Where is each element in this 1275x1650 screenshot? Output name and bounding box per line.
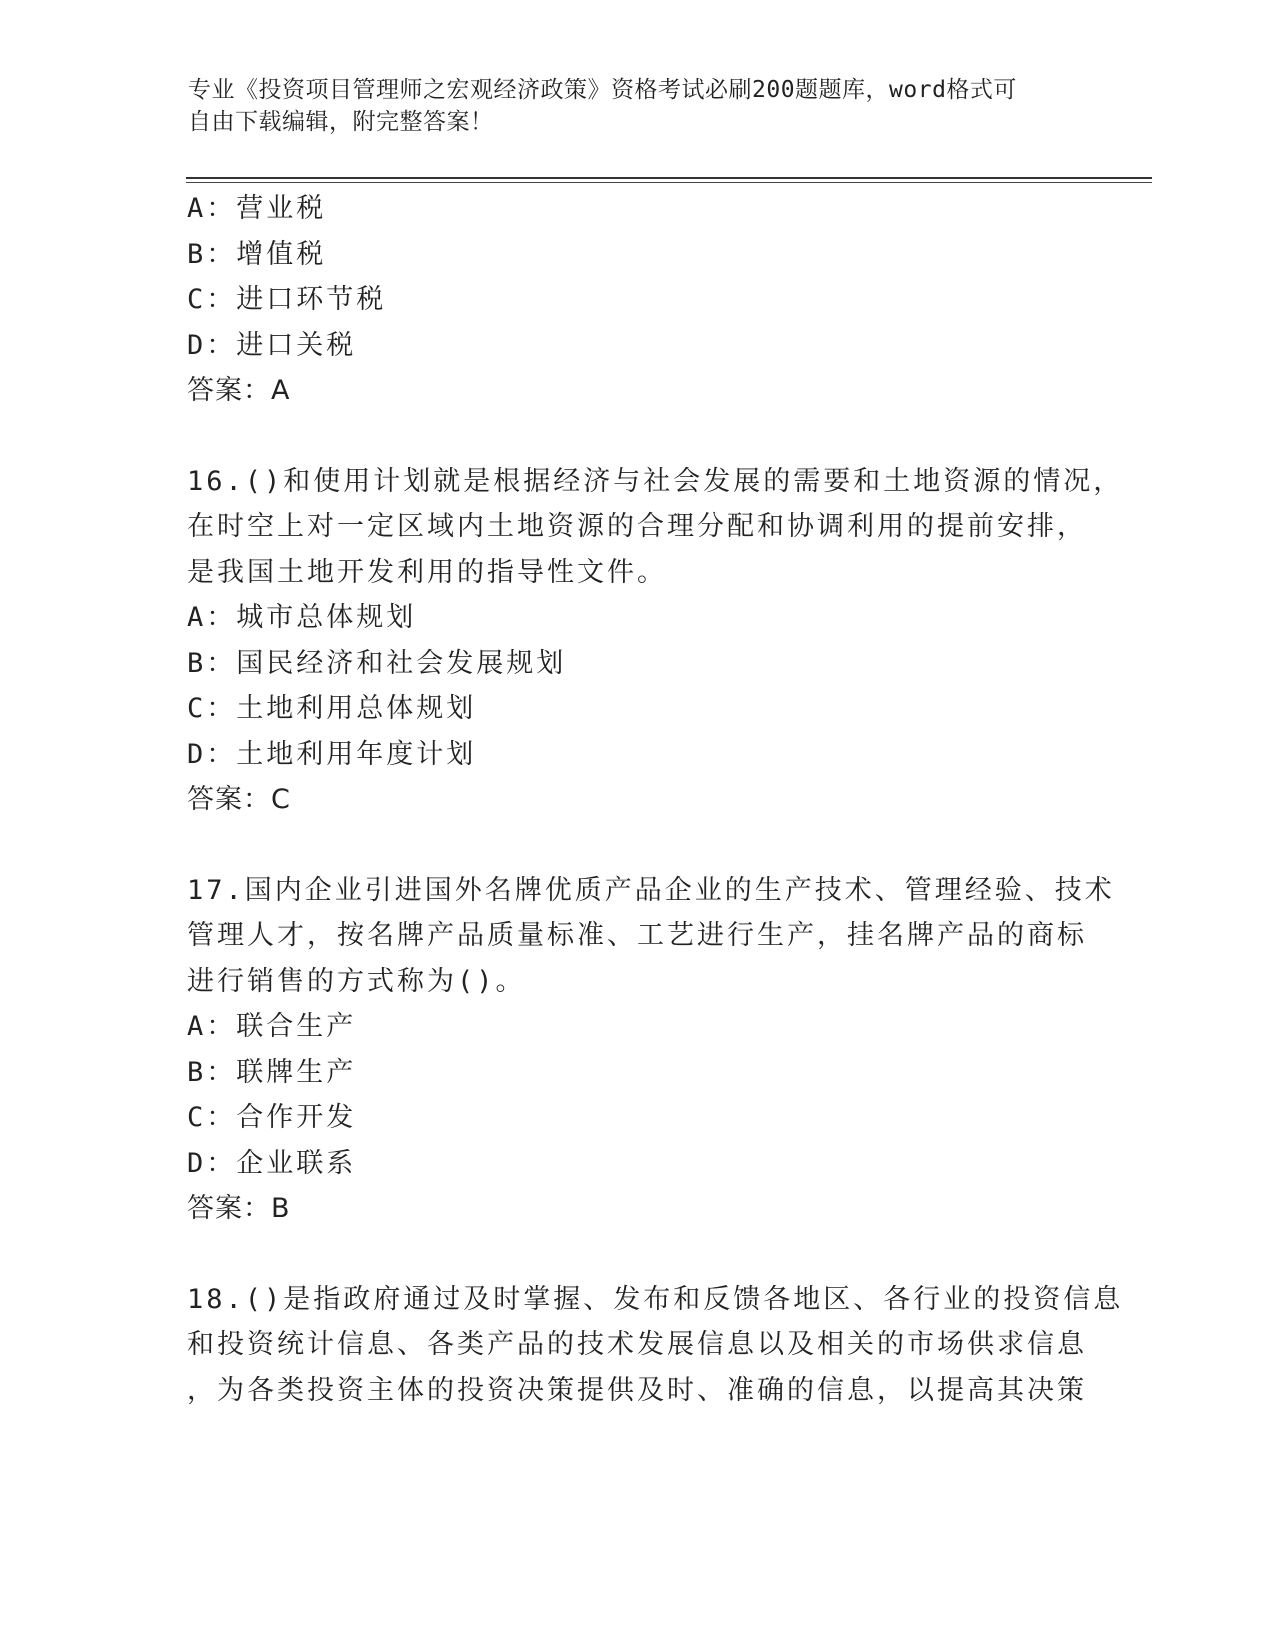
spacer bbox=[187, 414, 1147, 459]
question-15-tail bbox=[187, 186, 1147, 414]
question-text-line: 进行销售的方式称为()。 bbox=[187, 965, 526, 997]
question-text-line: 是我国土地开发利用的指导性文件。 bbox=[187, 556, 667, 588]
question-text-line: 17.国内企业引进国外名牌优质产品企业的生产技术、管理经验、技术 bbox=[187, 874, 1115, 906]
option-d: D：土地利用年度计划 bbox=[187, 738, 477, 770]
answer: 答案：B bbox=[187, 1193, 291, 1224]
header-divider-thick bbox=[186, 177, 1152, 179]
option-b: B：增值税 bbox=[187, 238, 327, 270]
question-text-line: 16.()和使用计划就是根据经济与社会发展的需要和土地资源的情况， bbox=[187, 465, 1124, 497]
question-17 bbox=[187, 868, 1147, 1232]
option-d: D：企业联系 bbox=[187, 1147, 357, 1179]
option-a: A：城市总体规划 bbox=[187, 602, 417, 633]
question-18 bbox=[187, 1277, 1147, 1414]
spacer bbox=[187, 1232, 1147, 1277]
option-a: A：营业税 bbox=[187, 193, 327, 224]
spacer bbox=[187, 823, 1147, 868]
header-line-1: 专业《投资项目管理师之宏观经济政策》资格考试必刷200题题库，word格式可 bbox=[188, 77, 1017, 103]
question-text-line: ，为各类投资主体的投资决策提供及时、准确的信息，以提高其决策 bbox=[187, 1374, 1087, 1406]
header-divider-thin bbox=[186, 182, 1152, 183]
option-c: C：土地利用总体规划 bbox=[187, 693, 477, 724]
option-c: C：合作开发 bbox=[187, 1102, 357, 1133]
option-b: B：国民经济和社会发展规划 bbox=[187, 647, 567, 679]
question-text-line: 管理人才，按名牌产品质量标准、工艺进行生产，挂名牌产品的商标 bbox=[187, 920, 1087, 951]
option-b: B：联牌生产 bbox=[187, 1056, 357, 1088]
header-line-2: 自由下载编辑，附完整答案！ bbox=[188, 109, 494, 135]
option-a: A：联合生产 bbox=[187, 1011, 357, 1042]
question-text-line: 18.()是指政府通过及时掌握、发布和反馈各地区、各行业的投资信息 bbox=[187, 1283, 1124, 1315]
document-header bbox=[188, 74, 1068, 138]
option-d: D：进口关税 bbox=[187, 329, 357, 361]
answer: 答案：A bbox=[187, 375, 291, 406]
question-list bbox=[187, 186, 1147, 1413]
question-16 bbox=[187, 459, 1147, 823]
option-c: C：进口环节税 bbox=[187, 284, 387, 315]
question-text-line: 在时空上对一定区域内土地资源的合理分配和协调利用的提前安排， bbox=[187, 511, 1087, 542]
answer: 答案：C bbox=[187, 784, 291, 815]
question-text-line: 和投资统计信息、各类产品的技术发展信息以及相关的市场供求信息 bbox=[187, 1329, 1087, 1360]
